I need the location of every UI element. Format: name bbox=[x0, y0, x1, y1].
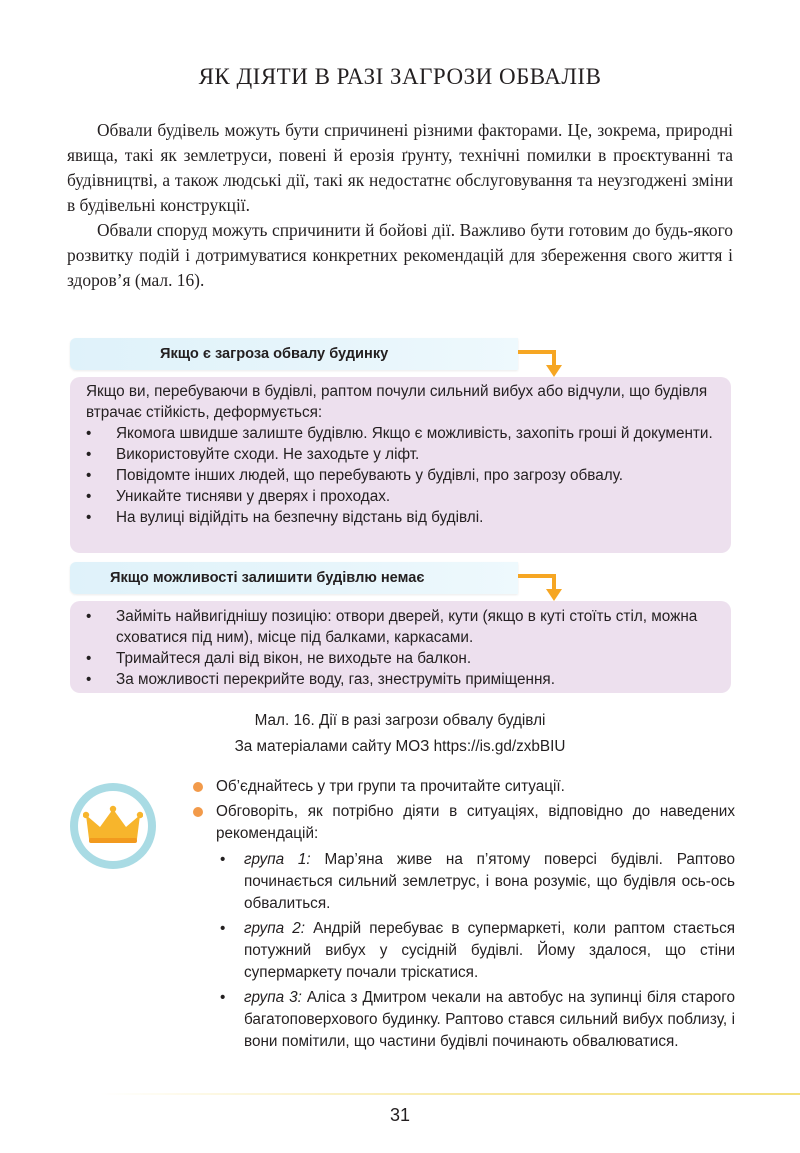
intro-paragraph-1: Обвали будівель можуть бути спричинені різними факторами. Це, зокрема, природні явища, такі як землетруси, повені й ерозія ґрунту, технічні помилки в проєктуванні та будівництві, а також людські дії, такі як недостатнє обслуговування та неузгоджені зміни в будівельні конструкції. bbox=[67, 120, 733, 215]
group-text: Андрій перебуває в супермаркеті, коли раптом стається потужний вибух у сусідній будівлі. Йому здалося, що стіни супермаркету почали тріскатися. bbox=[244, 920, 735, 981]
bullet-dot-icon bbox=[193, 807, 203, 817]
list-item bbox=[190, 849, 735, 915]
footer-divider bbox=[100, 1093, 800, 1095]
list-item: • Якомога швидше залиште будівлю. Якщо є можливість, захопіть гроші й документи. bbox=[86, 423, 717, 444]
box2-heading: Якщо можливості залишити будівлю немає bbox=[70, 562, 518, 594]
list-item: • Повідомте інших людей, що перебувають у будівлі, про загрозу обвалу. bbox=[86, 465, 717, 486]
list-item bbox=[190, 987, 735, 1053]
group-label: група 1: bbox=[244, 851, 311, 868]
task-text: Обговоріть, як потрібно діяти в ситуаціях, відповідно до наведених рекомендацій: bbox=[216, 803, 735, 842]
box1-lead: Якщо ви, перебуваючи в будівлі, раптом почули сильний вибух або відчули, що будівля втрачає стійкість, деформується: bbox=[86, 383, 708, 421]
list-item bbox=[190, 918, 735, 984]
bullet-dot-icon bbox=[193, 782, 203, 792]
crown-icon bbox=[83, 805, 143, 845]
group-label: група 3: bbox=[244, 989, 302, 1006]
list-item: • Уникайте тисняви у дверях і проходах. bbox=[86, 486, 717, 507]
orange-elbow-arrow-icon bbox=[516, 349, 562, 379]
group-label: група 2: bbox=[244, 920, 305, 937]
task-item bbox=[190, 801, 735, 845]
figure-caption: Мал. 16. Дії в разі загрози обвалу будівлі bbox=[254, 712, 546, 729]
page-title: ЯК ДІЯТИ В РАЗІ ЗАГРОЗИ ОБВАЛІВ bbox=[198, 64, 602, 89]
task-item bbox=[190, 776, 735, 798]
list-item: • Використовуйте сходи. Не заходьте у ліфт. bbox=[86, 444, 717, 465]
list-item: • За можливості перекрийте воду, газ, знеструміть приміщення. bbox=[86, 669, 717, 690]
group-text: Аліса з Дмитром чекали на автобус на зупинці біля старого багатоповерхового будинку. Раптово стався сильний вибух поблизу, і вони помітили, що частини будівлі починають обвалюватися. bbox=[244, 989, 735, 1050]
task-text: Об’єднайтесь у три групи та прочитайте ситуації. bbox=[216, 778, 565, 795]
box1-content bbox=[70, 377, 731, 553]
list-item: • Тримайтеся далі від вікон, не виходьте на балкон. bbox=[86, 648, 717, 669]
orange-elbow-arrow-icon bbox=[516, 573, 562, 603]
page-number: 31 bbox=[389, 1105, 411, 1125]
box2-list bbox=[86, 606, 717, 690]
intro-text bbox=[67, 118, 733, 293]
crown-badge bbox=[70, 783, 156, 869]
tasks bbox=[190, 776, 735, 1056]
intro-paragraph-2: Обвали споруд можуть спричинити й бойові дії. Важливо бути готовим до будь-якого розвитку подій і дотримуватися конкретних рекомендацій для збереження свого життя і здоров’я (мал. 16). bbox=[67, 220, 733, 290]
groups-list bbox=[190, 849, 735, 1053]
box1-heading: Якщо є загроза обвалу будинку bbox=[70, 338, 518, 370]
group-text: Мар’яна живе на п’ятому поверсі будівлі. Раптово починається сильний землетрус, і вона розуміє, що будівля ось-ось обвалиться. bbox=[244, 851, 735, 912]
box2-content bbox=[70, 601, 731, 693]
list-item: • На вулиці відійдіть на безпечну відстань від будівлі. bbox=[86, 507, 717, 528]
list-item: • Займіть найвигіднішу позицію: отвори дверей, кути (якщо в куті стоїть стіл, можна сховатися під ним), місце під балками, каркасами. bbox=[86, 606, 717, 648]
box1-list bbox=[86, 423, 717, 528]
figure-source: За матеріалами сайту МОЗ https://is.gd/zxbBIU bbox=[234, 738, 566, 755]
